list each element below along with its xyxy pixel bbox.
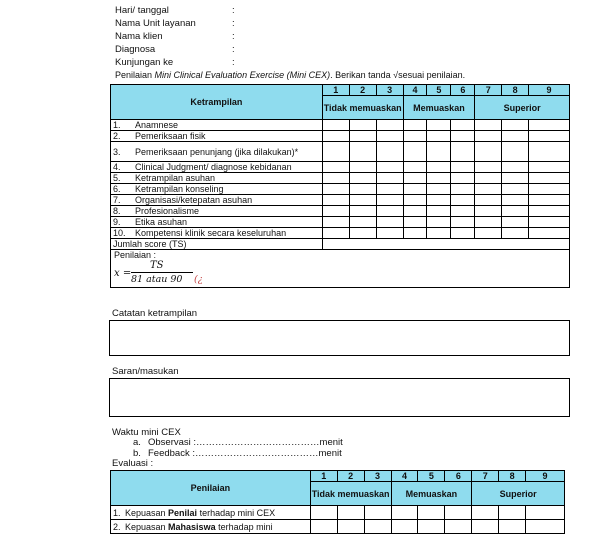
score-cell[interactable]	[349, 206, 376, 217]
eval-score-cell[interactable]	[418, 520, 445, 534]
score-cell[interactable]	[475, 120, 502, 131]
score-cell[interactable]	[427, 206, 451, 217]
catatan-label: Catatan ketrampilan	[112, 308, 198, 319]
score-cell[interactable]	[349, 228, 376, 239]
row-text: Profesionalisme	[135, 206, 200, 216]
score-5: 5	[427, 85, 451, 96]
score-cell[interactable]	[403, 184, 427, 195]
eval-group-tidak-memuaskan: Tidak memuaskan	[310, 482, 391, 506]
eval-group-superior: Superior	[472, 482, 565, 506]
score-cell[interactable]	[451, 217, 475, 228]
penilaian-label: Penilaian :	[114, 250, 157, 260]
score-cell[interactable]	[475, 195, 502, 206]
row-text-pre: Kepuasan	[125, 507, 169, 518]
score-cell[interactable]	[529, 195, 570, 206]
score-cell[interactable]	[427, 142, 451, 162]
eval-score-cell[interactable]	[526, 506, 565, 520]
eval-score-cell[interactable]	[391, 506, 418, 520]
table-row	[111, 228, 570, 239]
score-cell[interactable]	[403, 173, 427, 184]
score-cell[interactable]	[427, 217, 451, 228]
row-number: 6.	[113, 184, 121, 194]
score-cell[interactable]	[502, 162, 529, 173]
score-cell[interactable]	[475, 206, 502, 217]
score-cell[interactable]	[403, 131, 427, 142]
score-cell[interactable]	[349, 131, 376, 142]
score-cell[interactable]	[322, 195, 349, 206]
eval-score-cell[interactable]	[310, 520, 337, 534]
score-cell[interactable]	[451, 173, 475, 184]
score-cell[interactable]	[403, 142, 427, 162]
eval-score-cell[interactable]	[499, 506, 526, 520]
table-row	[111, 206, 570, 217]
row-text-bold: Penilai	[168, 507, 198, 518]
score-cell[interactable]	[529, 142, 570, 162]
skills-header: Ketrampilan	[111, 85, 323, 120]
penilaian-cell	[111, 250, 570, 288]
fraction-bar	[131, 272, 193, 273]
score-9: 9	[529, 85, 570, 96]
score-cell[interactable]	[427, 184, 451, 195]
group-tidak-memuaskan: Tidak memuaskan	[322, 96, 403, 120]
score-cell[interactable]	[403, 217, 427, 228]
score-2: 2	[349, 85, 376, 96]
row-number: 3.	[113, 146, 121, 157]
score-cell[interactable]	[451, 184, 475, 195]
score-cell[interactable]	[376, 206, 403, 217]
table-row	[111, 142, 570, 162]
score-cell[interactable]	[427, 162, 451, 173]
score-cell[interactable]	[502, 184, 529, 195]
score-cell[interactable]	[427, 228, 451, 239]
score-cell[interactable]	[502, 131, 529, 142]
saran-label: Saran/masukan	[112, 366, 179, 377]
score-cell[interactable]	[529, 173, 570, 184]
waktu-item-feedback: b. Feedback :…………………………………menit	[133, 448, 342, 459]
eval-score-cell[interactable]	[337, 506, 364, 520]
eval-score-3: 3	[364, 471, 391, 482]
row-number: 7.	[113, 195, 121, 205]
eval-score-1: 1	[310, 471, 337, 482]
skill-name	[111, 206, 323, 217]
group-superior: Superior	[475, 96, 570, 120]
score-cell[interactable]	[376, 173, 403, 184]
score-cell[interactable]	[451, 131, 475, 142]
score-cell[interactable]	[403, 162, 427, 173]
eval-score-cell[interactable]	[337, 520, 364, 534]
score-cell[interactable]	[376, 184, 403, 195]
skill-name	[111, 228, 323, 239]
formula	[114, 260, 569, 286]
waktu-item-observasi: a. Observasi :…………………………………menit	[133, 437, 343, 448]
eval-score-9: 9	[526, 471, 565, 482]
group-memuaskan: Memuaskan	[403, 96, 475, 120]
score-cell[interactable]	[427, 120, 451, 131]
score-cell[interactable]	[475, 131, 502, 142]
score-cell[interactable]	[529, 184, 570, 195]
row-number: 1.	[113, 120, 121, 130]
score-cell[interactable]	[322, 184, 349, 195]
score-cell[interactable]	[322, 162, 349, 173]
score-1: 1	[322, 85, 349, 96]
field-unit: Nama Unit layanan	[115, 18, 196, 29]
skill-name	[111, 184, 323, 195]
score-cell[interactable]	[376, 162, 403, 173]
row-number: 2.	[113, 521, 121, 532]
score-cell[interactable]	[502, 142, 529, 162]
score-cell[interactable]	[529, 162, 570, 173]
eval-score-cell[interactable]	[445, 506, 472, 520]
score-cell[interactable]	[502, 195, 529, 206]
score-cell[interactable]	[322, 120, 349, 131]
score-cell[interactable]	[376, 195, 403, 206]
score-cell[interactable]	[451, 206, 475, 217]
skill-name	[111, 162, 323, 173]
skill-name	[111, 195, 323, 206]
score-cell[interactable]	[376, 217, 403, 228]
row-number: 2.	[113, 131, 121, 141]
total-score-label: Jumlah score (TS)	[111, 239, 323, 250]
waktu-title: Waktu mini CEX	[112, 427, 181, 438]
score-cell[interactable]	[349, 217, 376, 228]
score-4: 4	[403, 85, 427, 96]
score-cell[interactable]	[322, 217, 349, 228]
score-cell[interactable]	[475, 228, 502, 239]
score-cell[interactable]	[349, 195, 376, 206]
row-text: Anamnese	[135, 120, 179, 130]
score-cell[interactable]	[475, 217, 502, 228]
score-cell[interactable]	[475, 173, 502, 184]
score-cell[interactable]	[502, 206, 529, 217]
score-cell[interactable]	[529, 217, 570, 228]
table-row	[111, 162, 570, 173]
eval-score-cell[interactable]	[364, 520, 391, 534]
score-cell[interactable]	[349, 120, 376, 131]
table-row	[111, 520, 565, 534]
score-cell[interactable]	[529, 206, 570, 217]
score-cell[interactable]	[403, 228, 427, 239]
score-cell[interactable]	[451, 142, 475, 162]
eval-score-5: 5	[418, 471, 445, 482]
score-7: 7	[475, 85, 502, 96]
skill-name	[111, 173, 323, 184]
evaluasi-label: Evaluasi :	[112, 458, 154, 469]
score-cell[interactable]	[502, 173, 529, 184]
field-diagnosa: Diagnosa	[115, 44, 156, 55]
score-cell[interactable]	[502, 228, 529, 239]
formula-lhs: x =	[114, 268, 132, 279]
row-number: 8.	[113, 206, 121, 216]
catatan-box[interactable]	[109, 320, 570, 356]
eval-score-cell[interactable]	[310, 506, 337, 520]
row-number: 4.	[113, 162, 121, 172]
table-row	[111, 184, 570, 195]
skill-name	[111, 142, 323, 162]
row-text: Etika asuhan	[135, 217, 188, 227]
row-text: Kompetensi klinik secara keseluruhan	[135, 228, 287, 238]
score-cell[interactable]	[376, 120, 403, 131]
row-text-post: terhadap mini	[215, 521, 273, 532]
eval-score-cell[interactable]	[391, 520, 418, 534]
table-row	[111, 506, 565, 520]
score-cell[interactable]	[451, 195, 475, 206]
score-cell[interactable]	[427, 173, 451, 184]
eval-score-cell[interactable]	[418, 506, 445, 520]
score-cell[interactable]	[322, 131, 349, 142]
score-cell[interactable]	[322, 173, 349, 184]
score-cell[interactable]	[376, 228, 403, 239]
eval-score-8: 8	[499, 471, 526, 482]
row-text: Ketrampilan konseling	[135, 184, 224, 194]
table-row	[111, 217, 570, 228]
formula-tail: (¿	[194, 274, 203, 285]
eval-score-7: 7	[472, 471, 499, 482]
colon: :	[232, 18, 235, 29]
field-klien: Nama klien	[115, 31, 163, 42]
field-hari: Hari/ tanggal	[115, 5, 169, 16]
eval-score-6: 6	[445, 471, 472, 482]
skills-table	[110, 84, 570, 288]
row-text-post: terhadap mini CEX	[197, 507, 276, 518]
score-6: 6	[451, 85, 475, 96]
score-cell[interactable]	[451, 120, 475, 131]
eval-score-cell[interactable]	[499, 520, 526, 534]
score-cell[interactable]	[529, 228, 570, 239]
row-text: Clinical Judgment/ diagnose kebidanan	[135, 162, 292, 172]
colon: :	[232, 31, 235, 42]
row-text: Ketrampilan asuhan	[135, 173, 216, 183]
formula-numerator: TS	[150, 260, 164, 271]
row-text-pre: Kepuasan	[125, 521, 169, 532]
table-row	[111, 173, 570, 184]
score-cell[interactable]	[475, 142, 502, 162]
score-cell[interactable]	[349, 173, 376, 184]
score-cell[interactable]	[322, 228, 349, 239]
colon: :	[232, 57, 235, 68]
eval-item-name	[111, 506, 311, 520]
score-cell[interactable]	[349, 142, 376, 162]
score-cell[interactable]	[475, 162, 502, 173]
score-cell[interactable]	[322, 206, 349, 217]
table-row	[111, 131, 570, 142]
score-cell[interactable]	[322, 142, 349, 162]
eval-score-4: 4	[391, 471, 418, 482]
score-cell[interactable]	[427, 195, 451, 206]
score-cell[interactable]	[529, 120, 570, 131]
score-cell[interactable]	[427, 131, 451, 142]
instruction-text: Penilaian Mini Clinical Evaluation Exercise (Mini CEX). Berikan tanda √sesuai penilaian.	[115, 70, 466, 80]
eval-group-memuaskan: Memuaskan	[391, 482, 472, 506]
eval-score-cell[interactable]	[364, 506, 391, 520]
eval-score-cell[interactable]	[472, 506, 499, 520]
score-cell[interactable]	[403, 206, 427, 217]
skill-name	[111, 217, 323, 228]
score-cell[interactable]	[349, 184, 376, 195]
skill-name	[111, 120, 323, 131]
score-cell[interactable]	[529, 131, 570, 142]
score-cell[interactable]	[451, 228, 475, 239]
row-number: 9.	[113, 217, 121, 227]
score-cell[interactable]	[403, 120, 427, 131]
row-text: Organisasi/ketepatan asuhan	[135, 195, 253, 205]
score-cell[interactable]	[475, 184, 502, 195]
total-score-cell[interactable]	[322, 239, 569, 250]
score-cell[interactable]	[403, 195, 427, 206]
score-cell[interactable]	[376, 142, 403, 162]
score-8: 8	[502, 85, 529, 96]
colon: :	[232, 5, 235, 16]
score-cell[interactable]	[349, 162, 376, 173]
table-row	[111, 195, 570, 206]
eval-item-name	[111, 520, 311, 534]
score-cell[interactable]	[502, 120, 529, 131]
row-text-bold: Mahasiswa	[168, 521, 216, 532]
saran-box[interactable]	[109, 378, 570, 417]
score-cell[interactable]	[451, 162, 475, 173]
row-text: Pemeriksaan fisik	[135, 131, 206, 141]
row-number: 10.	[113, 228, 126, 238]
formula-denominator: 81 atau 90	[131, 274, 183, 285]
score-3: 3	[376, 85, 403, 96]
eval-score-cell[interactable]	[472, 520, 499, 534]
eval-score-2: 2	[337, 471, 364, 482]
table-row	[111, 120, 570, 131]
eval-header: Penilaian	[111, 471, 311, 506]
row-number: 5.	[113, 173, 121, 183]
score-cell[interactable]	[502, 217, 529, 228]
row-number: 1.	[113, 507, 121, 518]
eval-table	[110, 470, 565, 534]
colon: :	[232, 44, 235, 55]
eval-score-cell[interactable]	[445, 520, 472, 534]
eval-score-cell[interactable]	[526, 520, 565, 534]
field-kunjungan: Kunjungan ke	[115, 57, 174, 68]
row-text: Pemeriksaan penunjang (jika dilakukan)*	[135, 146, 299, 157]
skill-name	[111, 131, 323, 142]
score-cell[interactable]	[376, 131, 403, 142]
